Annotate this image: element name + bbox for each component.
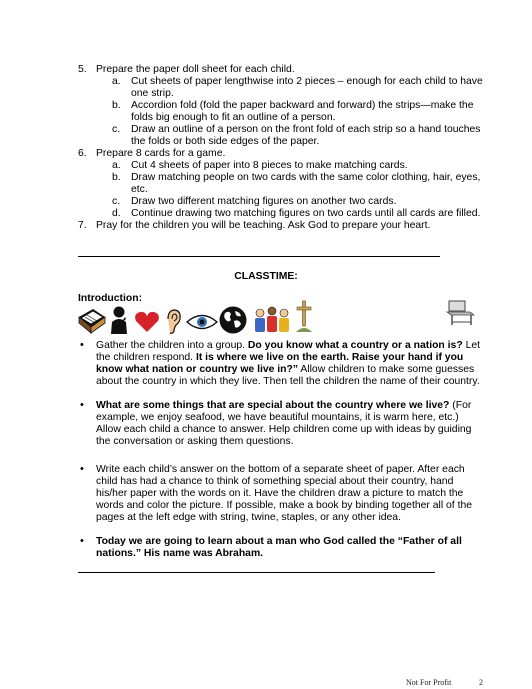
- sublist-item-text: Draw an outline of a person on the front fold of each strip so a hand touches: [131, 124, 481, 135]
- praying-child-icon: [108, 305, 130, 335]
- bullet-point: •: [80, 399, 84, 411]
- list-item-5-text: Prepare the paper doll sheet for each child.: [96, 64, 295, 75]
- paragraph-line: Today we are going to learn about a man who God called the “Father of all: [96, 536, 462, 547]
- bullet-point: •: [80, 463, 84, 475]
- classroom-desk-icon: [446, 298, 476, 326]
- sublist-item-text: etc.: [131, 184, 148, 195]
- text-run: (For: [449, 400, 472, 411]
- list-number-7: 7.: [78, 220, 87, 231]
- page-number: 2: [479, 678, 483, 687]
- text-run: Allow children to make some guesses: [298, 364, 475, 375]
- paragraph-line: child has had a chance to think of something special about their country, hand: [96, 476, 454, 487]
- children-group-icon: [252, 305, 292, 335]
- paragraph-line: pages at the left edge with string, twine, staples, or any other idea.: [96, 512, 401, 523]
- section-heading: CLASSTIME:: [234, 271, 298, 282]
- sublist-letter: c.: [112, 196, 121, 207]
- bullet-point: •: [80, 535, 84, 547]
- heart-icon: [134, 311, 160, 333]
- paragraph-line: words and color the picture. If possible, make a book by binding together all of the: [96, 500, 473, 511]
- sublist-letter: a.: [112, 160, 121, 171]
- paragraph-line: [96, 400, 471, 412]
- list-number-6: 6.: [78, 148, 87, 159]
- cross-icon: [294, 300, 314, 334]
- eye-icon: [186, 313, 218, 331]
- list-item-6-text: Prepare 8 cards for a game.: [96, 148, 226, 159]
- paragraph-line: Write each child’s answer on the bottom of a separate sheet of paper. After each: [96, 464, 465, 475]
- list-item-7-text: Pray for the children you will be teaching. Ask God to prepare your heart.: [96, 220, 431, 231]
- section-divider: [78, 572, 435, 573]
- text-run-bold: know what nation or country we live in?”: [96, 364, 299, 375]
- footer-label: Not For Profit: [406, 678, 452, 687]
- bible-icon: [77, 307, 107, 335]
- ear-icon: [164, 309, 182, 335]
- text-run: the children respond.: [96, 352, 196, 363]
- paragraph-line: Allow each child a chance to answer. Help children come up with ideas by guiding: [96, 424, 472, 435]
- text-run: Gather the children into a group.: [96, 340, 248, 351]
- sublist-item-text: Draw two different matching figures on another two cards.: [131, 196, 397, 207]
- sublist-letter: a.: [112, 76, 121, 87]
- paragraph-line: [96, 352, 463, 364]
- paragraph-line: about the country in which they live. Then tell the children the name of their country.: [96, 376, 480, 387]
- sublist-item-text: Cut sheets of paper lengthwise into 2 pieces – enough for each child to have: [131, 76, 483, 87]
- text-run-bold: It is where we live on the earth. Raise your hand if you: [195, 352, 464, 363]
- sublist-letter: b.: [112, 172, 121, 183]
- sublist-item-text: Continue drawing two matching figures on two cards until all cards are filled.: [131, 208, 481, 219]
- paragraph-line: nations.” His name was Abraham.: [96, 548, 264, 559]
- paragraph-line: [96, 340, 480, 352]
- sublist-letter: c.: [112, 124, 121, 135]
- paragraph-line: [96, 364, 474, 376]
- world-globe-icon: [218, 305, 248, 335]
- sublist-letter: b.: [112, 100, 121, 111]
- bullet-point: •: [80, 339, 84, 351]
- sublist-item-text: the folds or both side edges of the paper.: [131, 136, 320, 147]
- text-run: Let: [462, 340, 481, 351]
- section-divider: [78, 256, 440, 257]
- intro-label: Introduction:: [78, 293, 143, 304]
- sublist-item-text: Accordion fold (fold the paper backward and forward) the strips—make the: [131, 100, 474, 111]
- text-run-bold: Do you know what a country or a nation is?: [247, 340, 463, 351]
- sublist-item-text: Cut 4 sheets of paper into 8 pieces to make matching cards.: [131, 160, 408, 171]
- sublist-item-text: Draw matching people on two cards with the same color clothing, hair, eyes,: [131, 172, 481, 183]
- paragraph-line: example, we enjoy seafood, we have beautiful mountains, it is warm here, etc.): [96, 412, 459, 423]
- list-number-5: 5.: [78, 64, 87, 75]
- text-run-bold: What are some things that are special about the country where we live?: [96, 400, 450, 411]
- sublist-letter: d.: [112, 208, 121, 219]
- paragraph-line: his/her paper with the words on it. Have the children draw a picture to match the: [96, 488, 464, 499]
- sublist-item-text: one strip.: [131, 88, 174, 99]
- sublist-item-text: folds big enough to fit an outline of a person.: [131, 112, 336, 123]
- paragraph-line: the conversation or asking them questions.: [96, 436, 294, 447]
